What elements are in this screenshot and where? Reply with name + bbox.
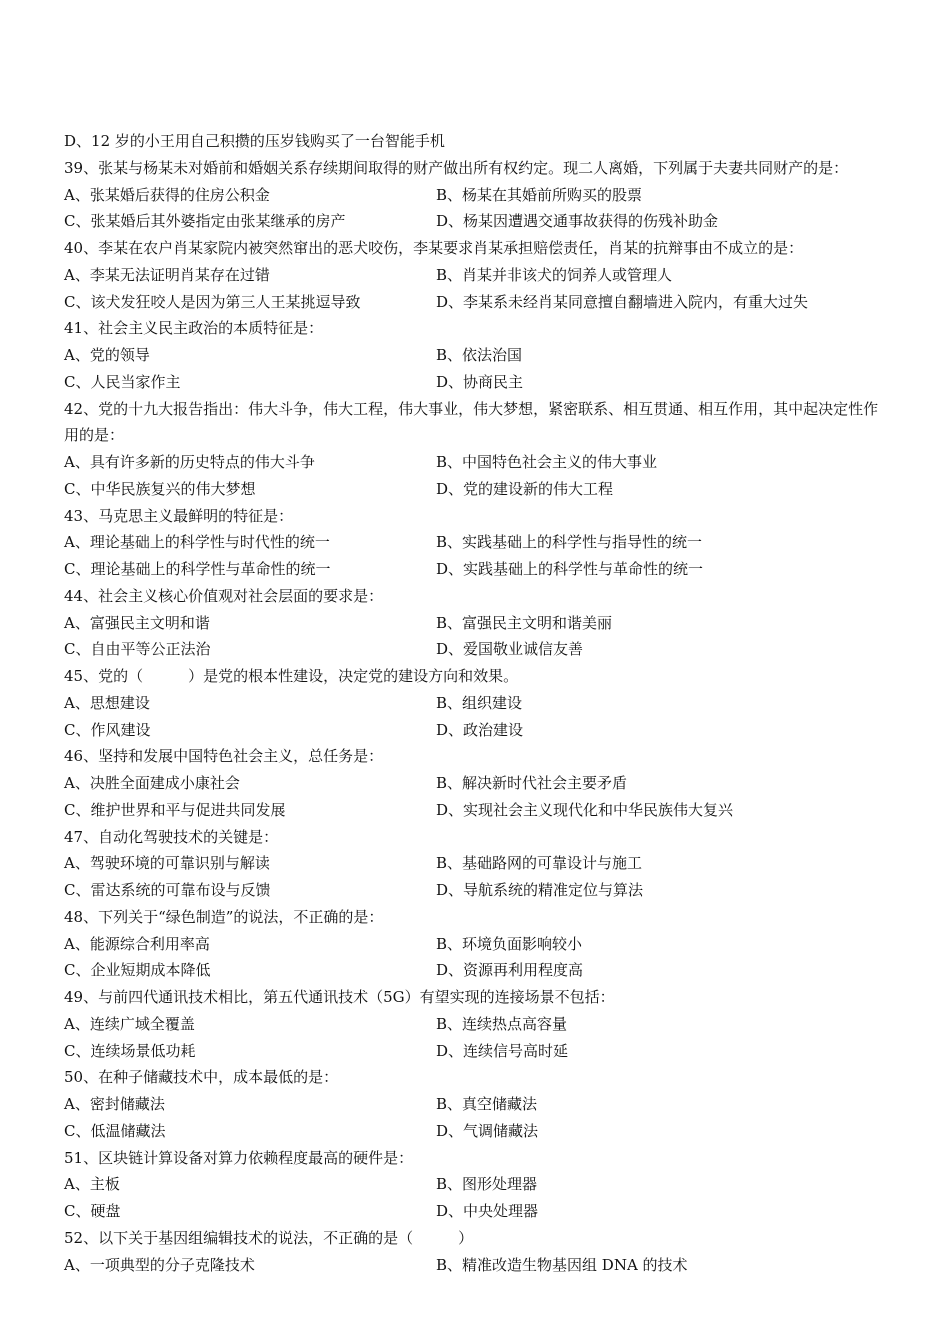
option-a: A、主板 [64,1175,120,1194]
option-a: A、能源综合利用率高 [64,934,210,953]
option-a: A、富强民主文明和谐 [64,613,210,632]
option-a: A、连续广域全覆盖 [64,1014,195,1033]
option-a: A、密封储藏法 [64,1095,165,1113]
question-42 [64,396,890,503]
option-d: D、资源再利用程度高 [436,961,584,980]
option-d: D、导航系统的精准定位与算法 [436,881,644,899]
option-a: A、党的领导 [64,346,150,364]
question-47 [64,824,890,904]
option-b: B、环境负面影响较小 [436,934,583,953]
option-a: A、思想建设 [64,693,150,712]
option-c: C、企业短期成本降低 [64,961,211,980]
option-b: B、组织建设 [436,693,523,712]
question-stem: 48、下列关于“绿色制造”的说法，不正确的是： [64,907,384,926]
option-d: D、连续信号高时延 [436,1041,569,1060]
option-a: A、李某无法证明肖某存在过错 [64,265,270,284]
option-b: B、解决新时代社会主要矛盾 [436,774,628,792]
question-49 [64,984,890,1064]
question-stem: 41、社会主义民主政治的本质特征是： [64,319,324,338]
option-c: C、该犬发狂咬人是因为第三人王某挑逗导致 [64,292,361,311]
option-b: B、连续热点高容量 [436,1014,568,1033]
option-a: A、张某婚后获得的住房公积金 [64,185,270,204]
option-d: D、爱国敬业诚信友善 [436,640,584,659]
question-stem: 43、马克思主义最鲜明的特征是： [64,506,294,525]
option-b: B、实践基础上的科学性与指导性的统一 [436,533,703,552]
question-stem: 49、与前四代通讯技术相比，第五代通讯技术（5G）有望实现的连接场景不包括： [64,988,615,1006]
option-d: D、协商民主 [436,372,524,391]
option-c: C、作风建设 [64,720,151,739]
question-stem: 45、党的（ ）是党的根本性建设，决定党的建设方向和效果。 [64,667,519,685]
option-d: D、中央处理器 [436,1202,539,1220]
question-stem: 50、在种子储藏技术中，成本最低的是： [64,1068,339,1087]
option-b: B、精准改造生物基因组 DNA 的技术 [436,1255,688,1274]
question-43 [64,503,890,583]
option-b: B、肖某并非该犬的饲养人或管理人 [436,265,673,284]
question-40 [64,235,890,315]
question-stem: 46、坚持和发展中国特色社会主义，总任务是： [64,747,384,766]
option-c: C、维护世界和平与促进共同发展 [64,800,286,819]
option-b: B、中国特色社会主义的伟大事业 [436,453,658,471]
option-a: A、一项典型的分子克隆技术 [64,1255,255,1274]
question-list [64,128,890,1278]
option-d: D、杨某因遭遇交通事故获得的伤残补助金 [436,212,719,231]
option-b: B、真空储藏法 [436,1095,538,1113]
option-d: D、实践基础上的科学性与革命性的统一 [436,560,704,578]
option-c: C、硬盘 [64,1202,121,1220]
option-c: C、理论基础上的科学性与革命性的统一 [64,560,331,578]
question-39 [64,155,890,235]
question-41 [64,315,890,395]
option-d: D、气调储藏法 [436,1121,539,1140]
option-c: C、低温储藏法 [64,1121,166,1140]
option-b: B、基础路网的可靠设计与施工 [436,854,643,873]
option-b: B、图形处理器 [436,1175,538,1194]
option-d: D、政治建设 [436,720,524,739]
question-50 [64,1064,890,1144]
question-44 [64,583,890,663]
question-46 [64,743,890,823]
option-a: A、具有许多新的历史特点的伟大斗争 [64,453,315,471]
leading-option: D、12 岁的小王用自己积攒的压岁钱购买了一台智能手机 [64,132,445,150]
option-b: B、富强民主文明和谐美丽 [436,613,613,632]
option-d: D、李某系未经肖某同意擅自翻墙进入院内，有重大过失 [436,292,809,311]
option-c: C、连续场景低功耗 [64,1041,196,1060]
question-stem: 51、区块链计算设备对算力依赖程度最高的硬件是： [64,1148,414,1167]
option-c: C、张某婚后其外婆指定由张某继承的房产 [64,212,346,231]
option-d: D、实现社会主义现代化和中华民族伟大复兴 [436,800,734,819]
question-48 [64,904,890,984]
option-b: B、依法治国 [436,346,523,364]
question-stem: 47、自动化驾驶技术的关键是： [64,827,279,846]
question-stem: 39、张某与杨某未对婚前和婚姻关系存续期间取得的财产做出所有权约定。现二人离婚，下列属于夫妻共同财产的是： [64,158,849,177]
question-45 [64,663,890,743]
option-c: C、中华民族复兴的伟大梦想 [64,479,256,498]
question-stem: 42、党的十九大报告指出：伟大斗争，伟大工程，伟大事业，伟大梦想，紧密联系、相互贯通、相互作用，其中起决定性作用的是： [64,399,879,445]
question-stem: 44、社会主义核心价值观对社会层面的要求是： [64,586,384,605]
option-a: A、理论基础上的科学性与时代性的统一 [64,533,330,552]
question-52 [64,1225,890,1279]
question-stem: 40、李某在农户肖某家院内被突然窜出的恶犬咬伤，李某要求肖某承担赔偿责任，肖某的抗辩事由不成立的是： [64,239,804,257]
option-c: C、人民当家作主 [64,372,181,391]
option-d: D、党的建设新的伟大工程 [436,479,614,498]
option-c: C、自由平等公正法治 [64,640,211,659]
option-c: C、雷达系统的可靠布设与反馈 [64,881,271,899]
question-51 [64,1145,890,1225]
question-stem: 52、以下关于基因组编辑技术的说法，不正确的是（ ） [64,1228,474,1247]
option-a: A、驾驶环境的可靠识别与解读 [64,854,270,873]
option-b: B、杨某在其婚前所购买的股票 [436,185,643,204]
option-a: A、决胜全面建成小康社会 [64,774,240,792]
